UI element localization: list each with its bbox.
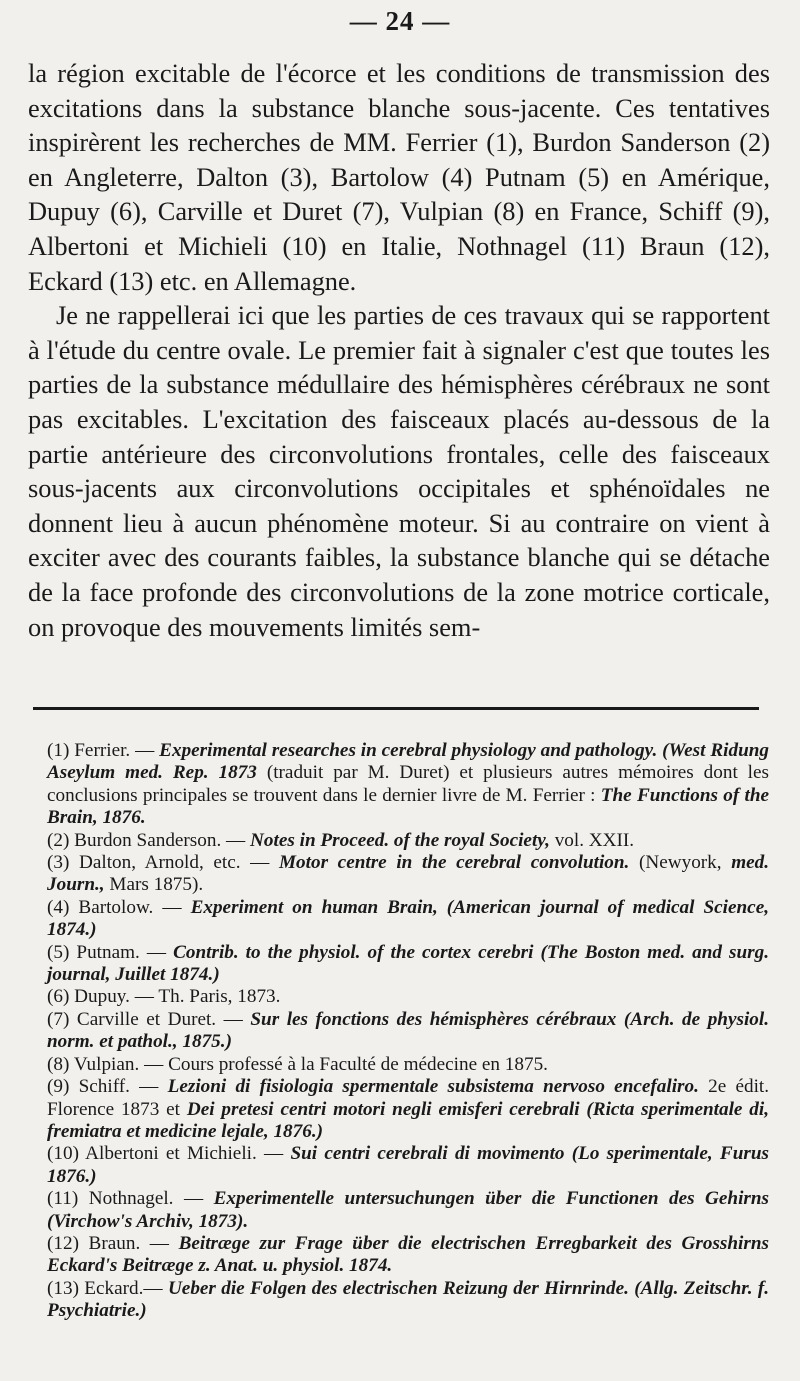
footnote: (5) Putnam. — Contrib. to the physiol. of the cortex cerebri (The Boston med. and surg. journal, Juillet 1874.) [47,941,770,986]
body-text [28,56,770,644]
footnote: (7) Carville et Duret. — Sur les fonctions des hémisphères cérébraux (Arch. de physiol. norm. et pathol., 1875.) [47,1008,769,1053]
paragraph: Je ne rappellerai ici que les parties de ces travaux qui se rapportent à l'étude du centre ovale. Le premier fait à signaler c'est que toutes les parties de la substance médullaire des hémisphères cérébraux ne sont pas excitables. L'excitation des faisceaux placés au-dessous de la partie antérieure des circonvolutions frontales, celle des faisceaux sous-jacents aux circonvolutions occipitales et sphénoïdales ne donnent lieu à aucun phénomène moteur. Si au contraire on vient à exciter avec des courants faibles, la substance blanche qui se détache de la face profonde des circonvolutions de la zone motrice corticale, on provoque des mouvements limités sem- [28,300,770,642]
footnote: (6) Dupuy. — Th. Paris, 1873. [47,986,281,1008]
page-number: — 24 — [349,6,451,36]
footnote: (3) Dalton, Arnold, etc. — Motor centre in the cerebral convolution. (Newyork, med. Journ., Mars 1875). [47,852,770,896]
footnote: (12) Braun. — Beitræge zur Frage über die electrischen Erregbarkeit des Grosshirns Eckard's Beitræge z. Anat. u. physiol. 1874. [47,1232,769,1277]
footnote: (11) Nothnagel. — Experimentelle untersuchungen über die Functionen des Gehirns (Virchow's Archiv, 1873). [47,1188,770,1232]
footnote: (2) Burdon Sanderson. — Notes in Proceed. of the royal Society, vol. XXII. [47,829,635,851]
paragraph: la région excitable de l'écorce et les conditions de transmission des excitations dans la substance blanche sous-jacente. Ces tentatives inspirèrent les recherches de MM. Ferrier (1), Burdon Sanderson (2) en Angleterre, Dalton (3), Bartolow (4) Putnam (5) en Amérique, Dupuy (6), Carville et Duret (7), Vulpian (8) en France, Schiff (9), Albertoni et Michieli (10) en Italie, Nothnagel (11) Braun (12), Eckard (13) etc. en Allemagne. [28,58,770,296]
footnote: (4) Bartolow. — Experiment on human Brain, (American journal of medical Science, 1874.) [47,896,770,941]
footnote: (13) Eckard.— Ueber die Folgen des electrischen Reizung der Hirnrinde. (Allg. Zeitschr. f. Psychiatrie.) [47,1277,770,1322]
footnotes [47,740,769,1323]
footnote: (9) Schiff. — Lezioni di fisiologia spermentale subsistema nervoso encefaliro. 2e édit. Florence 1873 et Dei pretesi centri motori negli emisferi cerebrali (Ricta sperimentale di, fremiatra et medicine lejale, 1876.) [47,1076,770,1142]
footnote: (8) Vulpian. — Cours professé à la Faculté de médecine en 1875. [47,1053,548,1075]
footnote: (1) Ferrier. — Experimental researches in cerebral physiology and pathology. (West Ridung Aseylum med. Rep. 1873 (traduit par M. Duret) et plusieurs autres mémoires dont les conclusions principales se trouvent dans le dernier livre de M. Ferrier : The Functions of the Brain, 1876. [47,740,770,829]
footnote-divider [33,707,759,710]
footnote: (10) Albertoni et Michieli. — Sui centri cerebrali di movimento (Lo sperimentale, Furus 1876.) [47,1143,770,1187]
